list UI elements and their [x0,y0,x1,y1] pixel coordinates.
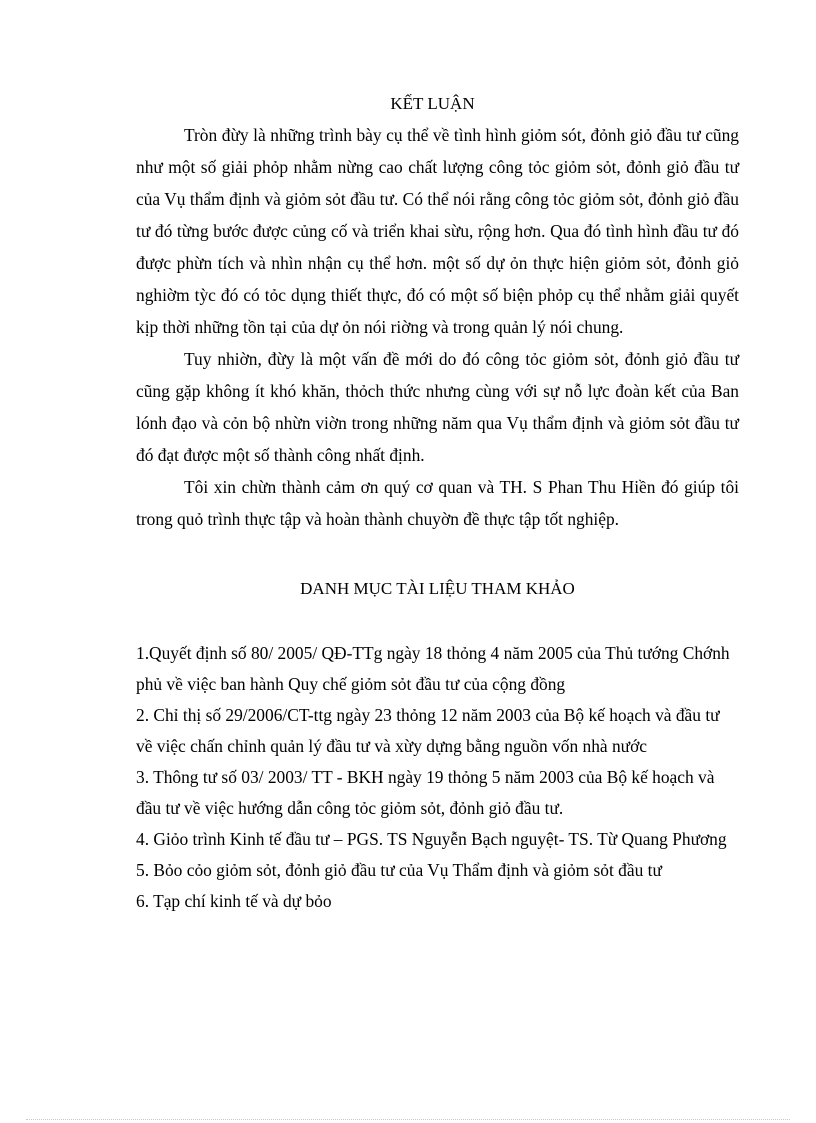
reference-item-2: 2. Chỉ thị số 29/2006/CT-ttg ngày 23 thỏng 12 năm 2003 của Bộ kế hoạch và đầu tư về việc chấn chỉnh quản lý đầu tư và xừy dựng bằng nguồn vốn nhà nước [136,705,720,756]
reference-item-1: 1.Quyết định số 80/ 2005/ QĐ-TTg ngày 18 thỏng 4 năm 2005 của Thủ tướng Chớnh phủ về việc ban hành Quy chế giỏm sỏt đầu tư của cộng đồng [136,643,730,694]
conclusion-body [136,119,739,535]
conclusion-paragraph-1: Tròn đừy là những trình bày cụ thể về tình hình giỏm sót, đỏnh giỏ đầu tư cũng như một số giải phỏp nhằm nừng cao chất lượng công tỏc giỏm sỏt, đỏnh giỏ đầu tư của Vụ thẩm định và giỏm sỏt đầu tư. Có thể nói rằng công tỏc giỏm sỏt, đỏnh giỏ đầu tư đó từng bước được củng cố và triển khai sừu, rộng hơn. Qua đó tình hình đầu tư đó được phừn tích và nhìn nhận cụ thể hơn. một số dự ỏn thực hiện giỏm sỏt, đỏnh giỏ nghiờm tỳc đó có tỏc dụng thiết thực, đó có một số biện phỏp cụ thể nhằm giải quyết kịp thời những tồn tại của dự ỏn nói riờng và trong quản lý nói chung. [136,125,739,337]
reference-item-3: 3. Thông tư số 03/ 2003/ TT - BKH ngày 19 thỏng 5 năm 2003 của Bộ kế hoạch và đầu tư về việc hướng dẫn công tỏc giỏm sỏt, đỏnh giỏ đầu tư. [136,767,715,818]
references-heading: DANH MỤC TÀI LIỆU THAM KHẢO [300,579,575,598]
reference-item-6: 6. Tạp chí kinh tế và dự bỏo [136,891,332,911]
conclusion-paragraph-3: Tôi xin chừn thành cảm ơn quý cơ quan và TH. S Phan Thu Hiền đó giúp tôi trong quỏ trình thực tập và hoàn thành chuyờn đề thực tập tốt nghiệp. [136,477,739,529]
conclusion-heading: KẾT LUẬN [390,94,475,113]
reference-list [136,638,739,917]
reference-item-4: 4. Giỏo trình Kinh tế đầu tư – PGS. TS Nguyễn Bạch nguyệt- TS. Từ Quang Phương [136,829,727,849]
conclusion-paragraph-2: Tuy nhiờn, đừy là một vấn đề mới do đó công tỏc giỏm sỏt, đỏnh giỏ đầu tư cũng gặp không ít khó khăn, thỏch thức nhưng cùng với sự nỗ lực đoàn kết của Ban lónh đạo và cỏn bộ nhừn viờn trong những năm qua Vụ thẩm định và giỏm sỏt đầu tư đó đạt được một số thành công nhất định. [136,349,739,465]
page-content [136,93,739,917]
reference-item-5: 5. Bỏo cỏo giỏm sỏt, đỏnh giỏ đầu tư của Vụ Thẩm định và giỏm sỏt đầu tư [136,860,662,880]
page-bottom-divider [26,1119,790,1120]
